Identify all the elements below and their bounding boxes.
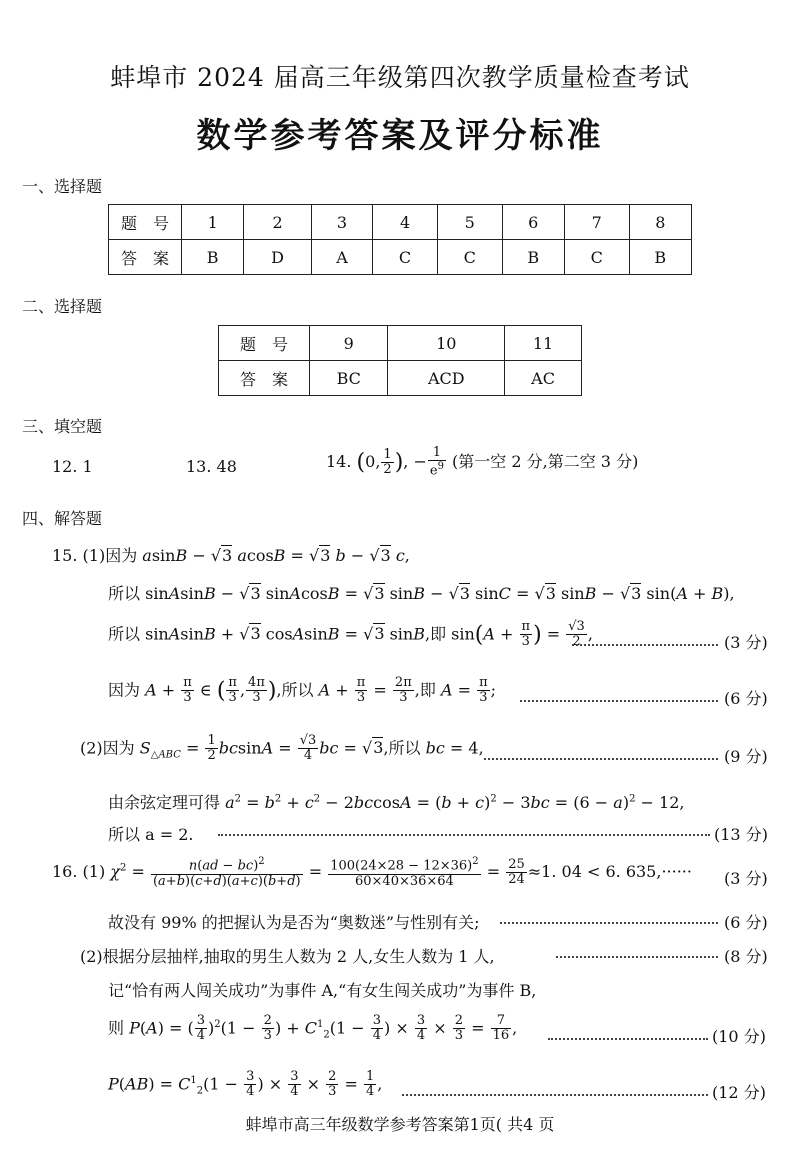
section-multiple-choice: 一、选择题: [22, 177, 103, 196]
score-13: (13 分): [714, 825, 768, 844]
text-suoyi: ,所以: [383, 738, 421, 758]
q16-score-12: (12 分): [712, 1083, 766, 1102]
question-number: 11: [505, 326, 582, 361]
q15-line-1: 15. (1)因为 asinB − √3 acosB = √3 b − √3 c,: [52, 546, 410, 565]
q16-score-6: (6 分): [724, 913, 768, 932]
text-suoyi: 所以: [108, 624, 141, 644]
dot-leader: [520, 700, 718, 702]
section-fill-blank: 三、填空题: [22, 417, 103, 436]
score-6: (6 分): [724, 689, 768, 708]
q16-label: 16. (1): [52, 861, 106, 881]
score-3: (3 分): [724, 633, 768, 652]
answer-q12: 12. 1: [52, 457, 93, 476]
question-number: 6: [502, 205, 564, 240]
answer-cell: D: [244, 240, 312, 275]
q15-line-4: 因为 A + $\frac{\pi}{3}$ ∈ ( $\frac{\pi}{3}$ , $\frac{4\pi}{3}$ ),所以 A + $\frac{\pi}{3}$ = $\frac{2\pi}{3}$ ,即 A = $\frac{\pi}{3}$ ;: [108, 675, 497, 706]
text-yinwei: 因为: [108, 680, 141, 700]
exam-title: 蚌埠市 2024 届高三年级第四次教学质量检查考试: [110, 63, 690, 92]
dot-leader: [500, 922, 718, 924]
text-suoyi: ,所以: [276, 680, 314, 700]
q14-number: 14.: [326, 451, 352, 471]
q16-conclusion: 故没有 99% 的把握认为是否为“奥数迷”与性别有关;: [108, 913, 480, 932]
answer-cell: B: [502, 240, 564, 275]
section-multiple-select: 二、选择题: [22, 297, 103, 316]
q15-part2-label: (2)因为: [80, 738, 135, 758]
page-footer: 蚌埠市高三年级数学参考答案第1页( 共4 页: [245, 1115, 555, 1134]
table-header-cell: 答 案: [109, 240, 182, 275]
dot-leader: [572, 644, 718, 646]
section-solutions: 四、解答题: [22, 509, 103, 528]
table-header-cell: 题 号: [219, 326, 310, 361]
answer-key-title: 数学参考答案及评分标准: [196, 116, 604, 156]
table-row: [219, 326, 582, 361]
answer-cell: B: [182, 240, 244, 275]
q16-score-8: (8 分): [724, 947, 768, 966]
answer-table-2: [218, 325, 582, 396]
q15-line-3: 所以 sinAsinB + √3 cosAsinB = √3 sinB,即 sin(A + $\frac{\pi}{3}$ ) = $\frac{√3}{2}$ ,: [108, 619, 593, 650]
score-9: (9 分): [724, 747, 768, 766]
dot-leader: [556, 956, 718, 958]
text-cosine-law: 由余弦定理可得: [108, 793, 221, 812]
text-jimu: ,即: [414, 680, 436, 700]
text-jimu: ,即: [424, 624, 447, 644]
dot-leader: [548, 1038, 708, 1040]
q16-score-10: (10 分): [712, 1027, 766, 1046]
answer-q14: 14. (0, $\frac{1}{2}$ ), − $\frac{1}{e^9}$ (第一空 2 分,第二空 3 分): [326, 445, 639, 479]
q16-part2: (2)根据分层抽样,抽取的男生人数为 2 人,女生人数为 1 人,: [80, 947, 495, 966]
table-header-cell: 答 案: [219, 361, 310, 396]
table-header-cell: 题 号: [109, 205, 182, 240]
answer-cell: C: [373, 240, 438, 275]
q15-line-7: 所以 a = 2.: [108, 825, 194, 844]
q15-label: 15. (1)因为: [52, 546, 138, 565]
question-number: 8: [629, 205, 691, 240]
q15-line-2: 所以 sinAsinB − √3 sinAcosB = √3 sinB − √3 sinC = √3 sinB − √3 sin(A + B),: [108, 584, 735, 603]
q16-line-1: 16. (1) $\chi^2$ = $\frac{n(ad - bc)^2}{(a+b)(c+d)(a+c)(b+d)}$ = $\frac{100(24\times 28 - 12\times 36)^2}{60\times 40\times 36\times 64}$ = $\frac{25}{24}$ ≈1. 04 < 6. 635,······: [52, 856, 692, 889]
question-number: 7: [564, 205, 629, 240]
answer-cell: AC: [505, 361, 582, 396]
answer-cell: B: [629, 240, 691, 275]
question-number: 10: [388, 326, 505, 361]
question-number: 4: [373, 205, 438, 240]
question-number: 2: [244, 205, 312, 240]
table-row: [219, 361, 582, 396]
answer-table-1: [108, 204, 692, 275]
q15-line-6: 由余弦定理可得 $a^2 = b^2 + c^2 - 2bccosA = (b + c)^2 - 3bc = (6 - a)^2 - 12$,: [108, 793, 685, 812]
dot-leader: [402, 1094, 708, 1096]
q15-line-5: (2)因为 $S_{\triangle ABC}$ = $\frac{1}{2}$ bcsinA = $\frac{√3}{4}$ bc = √3,所以 bc = 4,: [80, 733, 484, 764]
q16-prob-AB: $P(AB) = C^1_2(1$ − $\frac{3}{4}$ ) × $\frac{3}{4}$ × $\frac{2}{3}$ = $\frac{1}{4}$ ,: [108, 1069, 383, 1100]
q16-prob-A: 则 P(A) = ( $\frac{3}{4}$ )$^2$(1 − $\frac{2}{3}$ ) + $C^1_2(1$ − $\frac{3}{4}$ ) × $\frac{3}{4}$ × $\frac{2}{3}$ = $\frac{7}{16}$ ,: [108, 1013, 518, 1044]
question-number: 9: [310, 326, 388, 361]
answer-cell: ACD: [388, 361, 505, 396]
q16-events: 记“恰有两人闯关成功”为事件 A,“有女生闯关成功”为事件 B,: [108, 981, 537, 1000]
dot-leader: [218, 834, 710, 836]
question-number: 1: [182, 205, 244, 240]
text-suoyi: 所以: [108, 584, 141, 603]
answer-q13: 13. 48: [186, 457, 237, 476]
question-number: 5: [437, 205, 502, 240]
answer-cell: A: [311, 240, 372, 275]
q14-scoring-note: (第一空 2 分,第二空 3 分): [452, 451, 639, 471]
table-row: [109, 205, 692, 240]
q16-score-3: (3 分): [724, 869, 768, 888]
answer-cell: C: [564, 240, 629, 275]
dot-leader: [484, 758, 718, 760]
table-row: [109, 240, 692, 275]
answer-cell: BC: [310, 361, 388, 396]
text-ze: 则: [108, 1018, 125, 1038]
question-number: 3: [311, 205, 372, 240]
answer-cell: C: [437, 240, 502, 275]
